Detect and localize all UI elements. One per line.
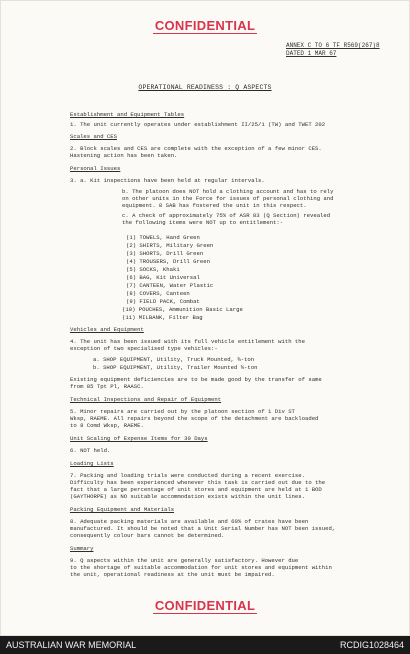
list-item: (1) TOWELS, Hand Green — [126, 234, 200, 241]
paragraph-line: manufactured. It should be noted that a Unit Serial Number has NOT been issued, — [70, 525, 336, 532]
paragraph-line: a. SHOP EQUIPMENT, Utility, Truck Mounted, ¾-ton — [93, 356, 255, 363]
paragraph-line: 4. The unit has been issued with its full vehicle entitlement with the — [70, 338, 305, 345]
list-item: (9) FIELD PACK, Combat — [126, 298, 200, 305]
section-heading: Vehicles and Equipment — [70, 326, 144, 333]
paragraph-line: b. The platoon does NOT hold a clothing account and has to rely — [122, 188, 334, 195]
section-heading: Technical Inspections and Repair of Equipment — [70, 396, 222, 403]
paragraph-line: Existing equipment deficiencies are to be made good by the transfer of same — [70, 376, 322, 383]
footer-id: RCDIG1028464 — [339, 640, 404, 650]
classification-stamp-top: CONFIDENTIAL — [154, 18, 256, 33]
list-item: (8) COVERS, Canteen — [126, 290, 190, 297]
paragraph-line: b. SHOP EQUIPMENT, Utility, Trailer Mounted ¾-ton — [93, 364, 258, 371]
paragraph-line: the following items were NOT up to entitlement:- — [122, 219, 284, 226]
paragraph-line: 5. Minor repairs are carried out by the platoon section of 1 Div ST — [70, 408, 295, 415]
paragraph-line: the unit, operational readiness at the unit must be impaired. — [70, 571, 275, 578]
footer-source: AUSTRALIAN WAR MEMORIAL — [6, 640, 137, 650]
paragraph-line: Hastening action has been taken. — [70, 152, 178, 159]
paragraph-line: fact that a large percentage of unit stores and equipment are held at 1 BOD — [70, 486, 322, 493]
list-item: (10) POUCHES, Ammunition Basic Large — [122, 306, 243, 313]
list-item: (2) SHIRTS, Military Green — [126, 242, 214, 249]
section-heading: Loading Lists — [70, 460, 114, 467]
section-heading: Unit Scaling of Expense Items for 30 Days — [70, 435, 208, 442]
paragraph-line: c. A check of approximately 75% of ASR 83 (Q Section) revealed — [122, 212, 331, 219]
section-heading: Scales and CES — [70, 133, 117, 140]
annex-reference — [286, 42, 380, 58]
list-item: (3) SHORTS, Drill Green — [126, 250, 204, 257]
archive-footer — [0, 636, 410, 654]
paragraph-line: 7. Packing and loading trials were conducted during a recent exercise. — [70, 472, 305, 479]
section-heading: Establishment and Equipment Tables — [70, 111, 185, 118]
paragraph-line: 3. a. Kit inspections have been held at regular intervals. — [70, 177, 265, 184]
classification-stamp-bottom: CONFIDENTIAL — [154, 598, 256, 613]
paragraph-line: from 85 Tpt Pl, RAASC. — [70, 383, 144, 390]
annex-line: ANNEX C TO 6 TF R569(267)8 — [286, 42, 380, 49]
paragraph-line: 9. Q aspects within the unit are generally satisfactory. However due — [70, 557, 299, 564]
paragraph-line: Difficulty has been experienced whenever this task is carried out due to the — [70, 479, 326, 486]
paragraph-line: 1. The unit currently operates under establishment II/25/1 (TW) and TWET 202 — [70, 121, 326, 128]
section-heading: Summary — [70, 545, 94, 552]
paragraph-line: equipment. 8 SAB has fostered the unit in this respect. — [122, 202, 307, 209]
paragraph-line: consequently colour bars cannot be determined. — [70, 532, 225, 539]
list-item: (6) BAG, Kit Universal — [126, 274, 200, 281]
annex-date: DATED 1 MAR 67 — [286, 50, 337, 57]
paragraph-line: Wksp, RAEME. All repairs beyond the scope of the detachment are backloaded — [70, 415, 319, 422]
paragraph-line: exception of two specialised type vehicles:- — [70, 345, 218, 352]
paragraph-line: 2. Block scales and CES are complete with the exception of a few minor CES. — [70, 145, 322, 152]
paragraph-line: to 8 Comd Wksp, RAEME. — [70, 422, 144, 429]
list-item: (5) SOCKS, Khaki — [126, 266, 180, 273]
section-heading: Packing Equipment and Materials — [70, 506, 175, 513]
paragraph-line: 8. Adequate packing materials are available and 60% of crates have been — [70, 518, 309, 525]
list-item: (11) MILBANK, Filter Bag — [122, 314, 203, 321]
document-title: OPERATIONAL READINESS : Q ASPECTS — [138, 84, 272, 91]
list-item: (7) CANTEEN, Water Plastic — [126, 282, 214, 289]
paragraph-line: to the shortage of suitable accommodation for unit stores and equipment within — [70, 564, 332, 571]
paragraph-line: 6. NOT held. — [70, 447, 111, 454]
section-heading: Personal Issues — [70, 165, 121, 172]
paragraph-line: (GAYTHORPE) as NO suitable accommodation exists within the unit lines. — [70, 493, 305, 500]
list-item: (4) TROUSERS, Drill Green — [126, 258, 210, 265]
paragraph-line: on other units in the Force for issues of personal clothing and — [122, 195, 334, 202]
